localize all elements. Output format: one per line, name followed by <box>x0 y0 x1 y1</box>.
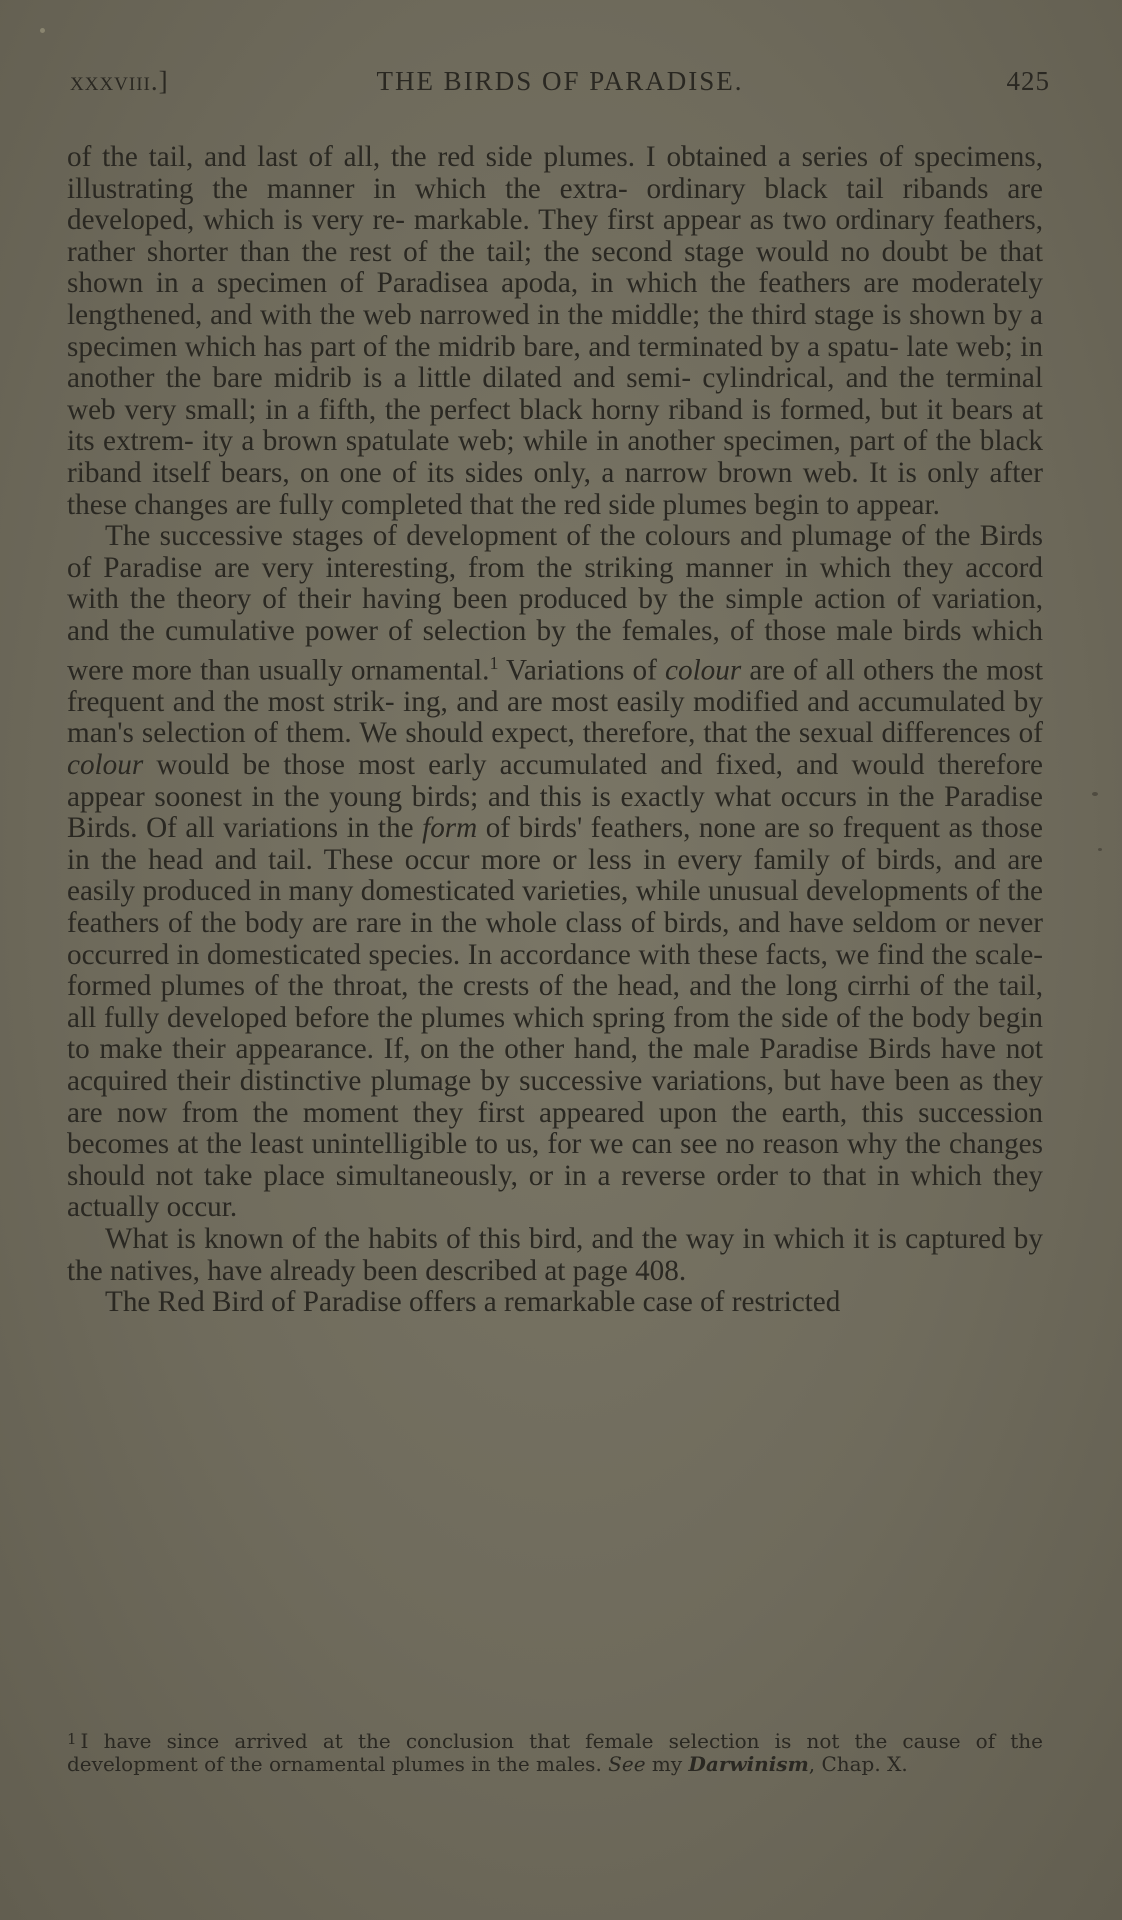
paragraph-2 <box>67 521 1043 1224</box>
footnote-work-title: Darwinism <box>688 1752 809 1776</box>
footnote-text-3: , Chap. X. <box>808 1752 908 1776</box>
footnote-reference[interactable]: 1 <box>489 652 499 673</box>
paragraph-2-part-3: are of all others the most frequent and the most strik- ing, and are most easily modified and accumulated by man's selection of them. We should expect, therefore, that the sexual differences of <box>67 654 1043 750</box>
paragraph-2-part-5: of birds' feathers, none are so frequent as those in the head and tail. These occur more or less in every family of birds, and are easily produced in many domesticated varieties, while unusual developments of the feathers of the body are rare in the whole class of birds, and have seldom or never occurred in domesticated species. In accordance with these facts, we find the scale-formed plumes of the throat, the crests of the head, and the long cirrhi of the tail, all fully developed before the plumes which spring from the side of the body begin to make their appearance. If, on the other hand, the male Paradise Birds have not acquired their distinctive plumage by successive variations, but have been as they are now from the moment they first appeared upon the earth, this succession becomes at the least unintelligible to us, for we can see no reason why the changes should not take place simultaneously, or in a reverse order to that in which they actually occur. <box>67 812 1043 1224</box>
footnote <box>67 1728 1043 1776</box>
emphasis-colour-2: colour <box>67 749 144 782</box>
running-header <box>70 66 1050 106</box>
footnote-text-2: my <box>645 1752 689 1776</box>
paragraph-1: of the tail, and last of all, the red side plumes. I obtained a series of specimens, illustrating the manner in which the extra- ordinary black tail ribands are developed, which is very re- markable. They first appear as two ordinary feathers, rather shorter than the rest of the tail; the second stage would no doubt be that shown in a specimen of Paradisea apoda, in which the feathers are moderately lengthened, and with the web narrowed in the middle; the third stage is shown by a specimen which has part of the midrib bare, and terminated by a spatu- late web; in another the bare midrib is a little dilated and semi- cylindrical, and the terminal web very small; in a fifth, the perfect black horny riband is formed, but it bears at its extrem- ity a brown spatulate web; while in another specimen, part of the black riband itself bears, on one of its sides only, a narrow brown web. It is only after these changes are fully completed that the red side plumes begin to appear. <box>67 141 1043 521</box>
emphasis-colour-1: colour <box>665 654 742 687</box>
paper-speck <box>1098 848 1102 851</box>
paper-speck <box>1092 792 1098 796</box>
page-number: 425 <box>1006 66 1050 96</box>
footnote-text-1: I have since arrived at the conclusion that female selection is not the cause of the development of the ornamental plumes in the males. <box>67 1729 1043 1776</box>
paragraph-2-part-1: The successive stages of development of the colours and plumage of the Birds of Paradise are very interesting, from the striking manner in which they accord with the theory of their having been produced by the simple action of variation, and the cumulative power of selection by the females, of those male birds which were more than usually ornamental. <box>67 520 1043 687</box>
paper-speck <box>40 28 45 33</box>
footnote-see: See <box>608 1752 646 1776</box>
emphasis-form: form <box>422 812 478 845</box>
paragraph-2-part-2: Variations of <box>498 654 666 687</box>
footnote-number: 1 <box>67 1730 77 1748</box>
paragraph-4: The Red Bird of Paradise offers a remarkable case of restricted <box>105 1286 841 1319</box>
running-title: THE BIRDS OF PARADISE. <box>376 66 744 96</box>
paragraph-3: What is known of the habits of this bird, and the way in which it is captured by the natives, have already been described at page 408. <box>67 1222 1043 1287</box>
chapter-number: xxxviii.] <box>70 66 169 96</box>
main-text <box>67 142 1043 1319</box>
paragraph-2-part-4: would be those most early accumulated and fixed, and would therefore appear soonest in the young birds; and this is exactly what occurs in the Paradise Birds. Of all variations in the <box>67 749 1043 845</box>
